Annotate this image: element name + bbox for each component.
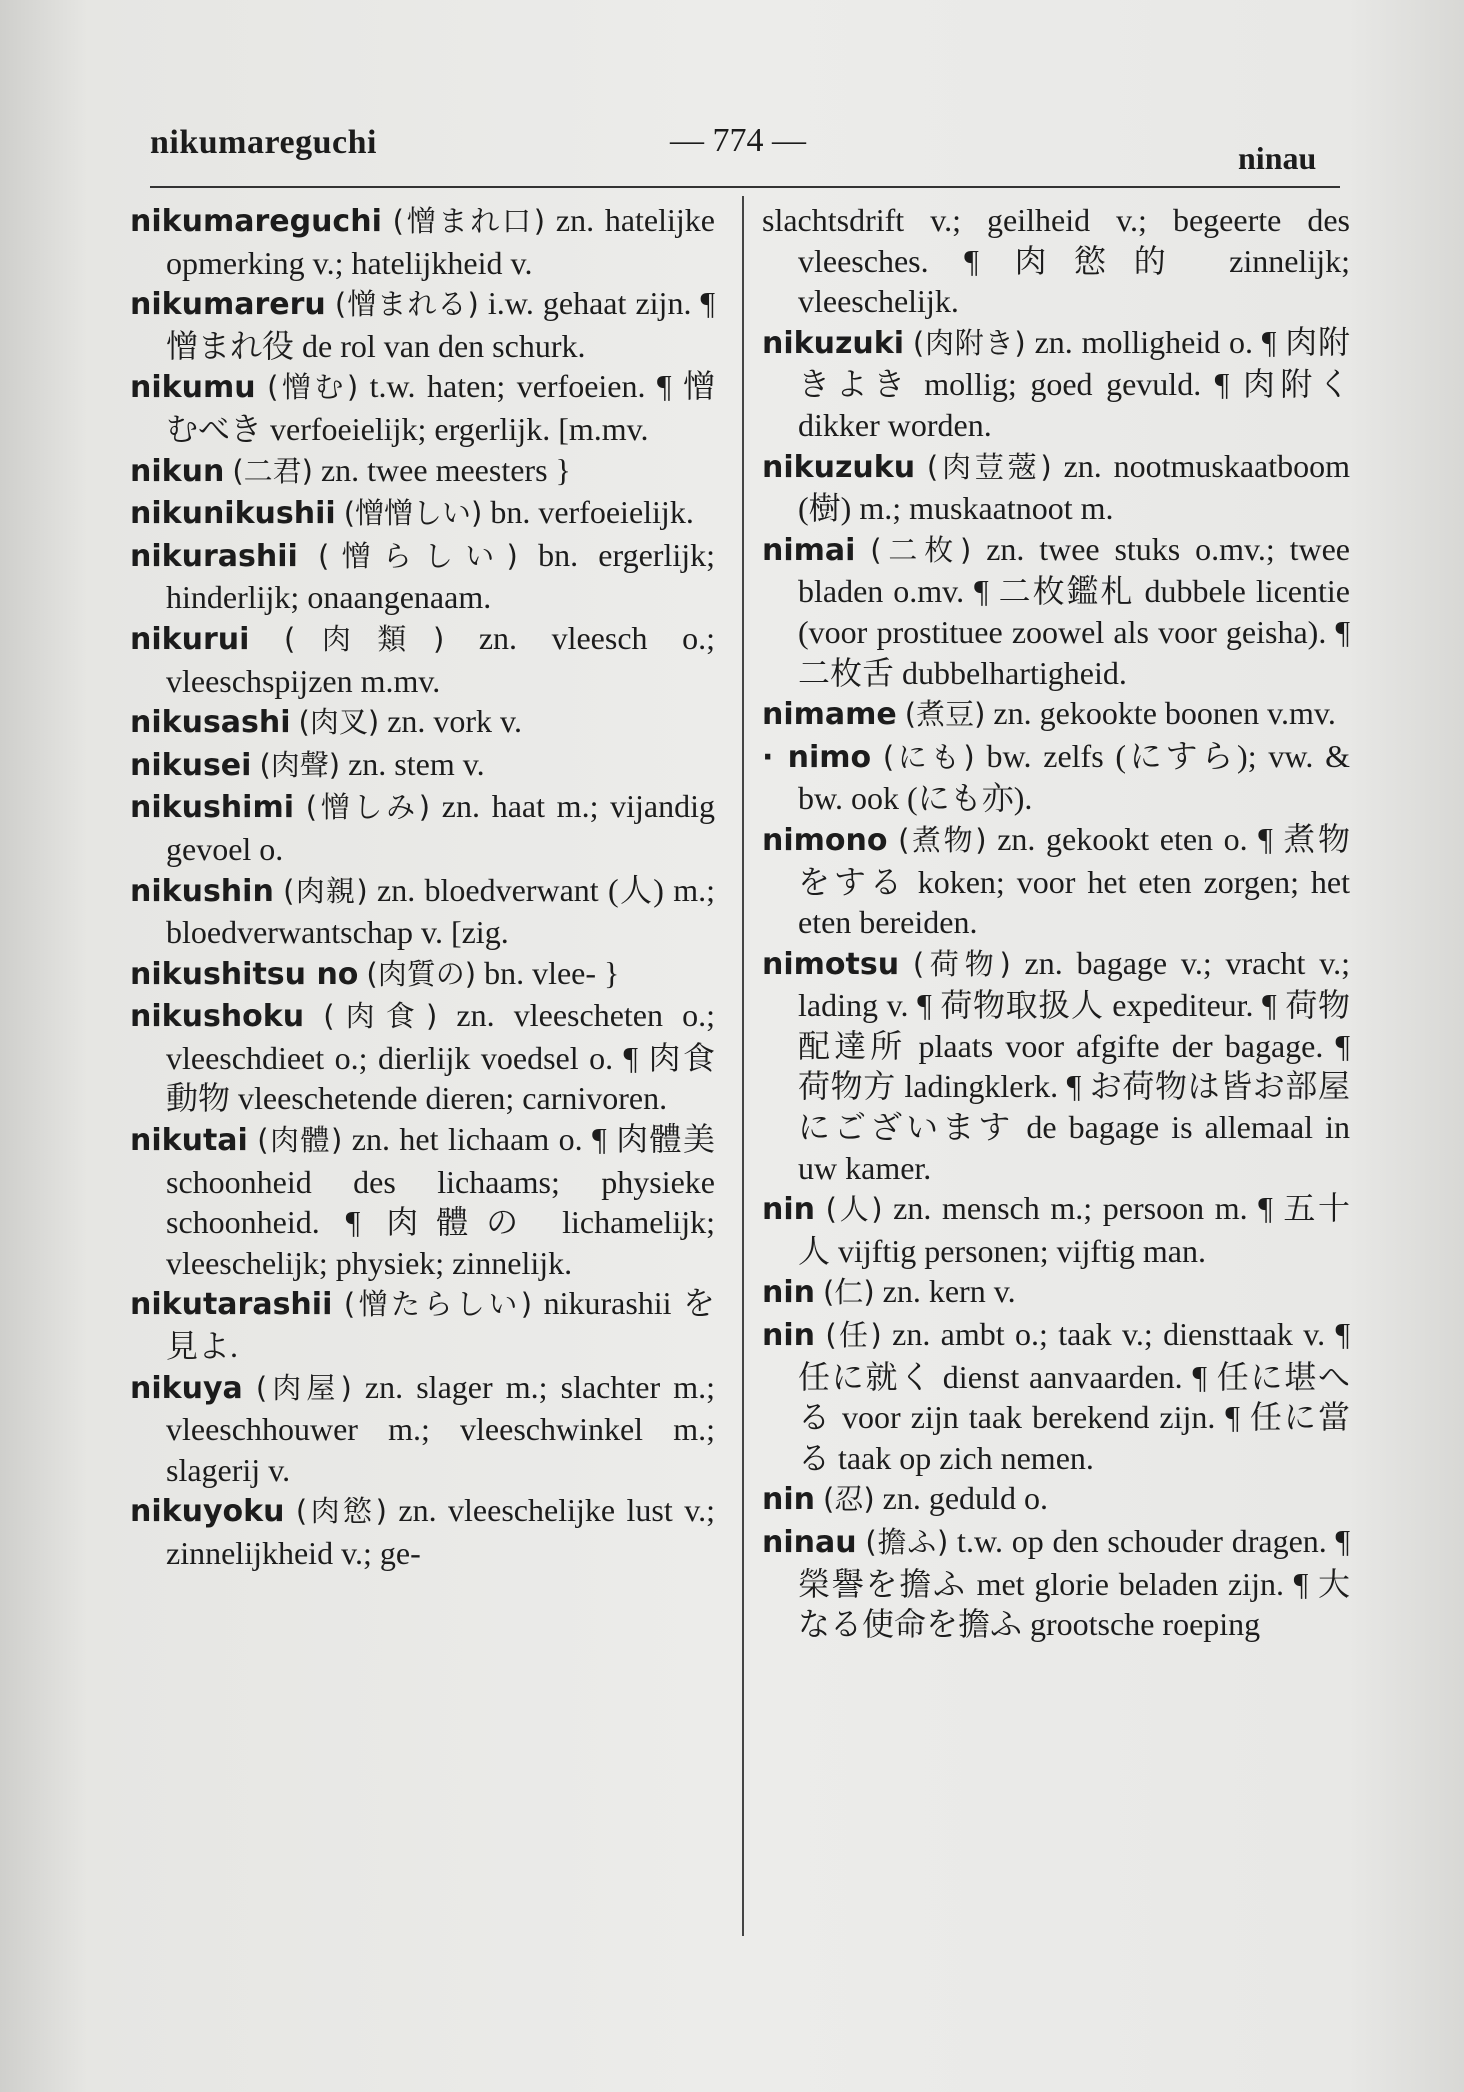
entry-kanji: (肉類): [283, 621, 445, 656]
entry-kanji: (にも): [882, 739, 975, 774]
entry-headword: nimotsu: [762, 946, 900, 982]
entry-kanji: (人): [825, 1192, 883, 1227]
left-column: [130, 200, 715, 1574]
entry-definition: bn. verfoeielijk.: [490, 494, 694, 531]
dictionary-entry: [130, 995, 715, 1119]
entry-kanji: (憎まれ口): [392, 204, 546, 238]
header-right-guideword: ninau: [1238, 140, 1317, 176]
entry-definition: t.w. op den schouder dragen. ¶ 榮譽を擔ふ met glorie beladen zijn. ¶ 大なる使命を擔ふ grootsche roeping: [798, 1523, 1351, 1643]
entry-kanji: (憎憎しい): [343, 496, 483, 531]
entry-kanji: (肉荳蔲): [926, 449, 1052, 484]
entry-headword: nikuyoku: [130, 1494, 285, 1530]
entry-kanji: (煮物): [898, 822, 987, 857]
entry-definition: zn. het lichaam o. ¶ 肉體美 schoonheid des lichaams; physieke schoonheid. ¶ 肉體の lichamelijk; vleeschelijk; physiek; zinnelijk.: [166, 1121, 715, 1281]
entry-headword: nimono: [762, 822, 888, 858]
dictionary-entry: [130, 701, 715, 744]
entry-definition: zn. mensch m.; persoon m. ¶ 五十人 vijftig personen; vijftig man.: [798, 1190, 1351, 1269]
entry-headword: nikusashi: [130, 705, 291, 741]
entry-headword: nin: [762, 1192, 815, 1228]
dictionary-entry: [762, 1521, 1350, 1645]
entry-definition: nikurashii を見よ.: [166, 1285, 715, 1365]
entry-definition: zn. slager m.; slachter m.; vleeschhouwer m.; vleeschwinkel m.; slagerij v.: [166, 1368, 716, 1488]
dictionary-entry: [130, 283, 715, 366]
entry-kanji: (憎しみ): [305, 790, 431, 825]
entry-headword: nin: [762, 1318, 815, 1354]
entry-headword: nikurui: [130, 621, 250, 657]
dictionary-entry: [762, 819, 1350, 943]
entry-definition: i.w. gehaat zijn. ¶ 憎まれ役 de rol van den schurk.: [166, 285, 716, 364]
dictionary-entry: [762, 446, 1350, 529]
entry-headword: nikuya: [130, 1370, 243, 1406]
entry-headword: nikun: [130, 453, 225, 489]
entry-definition: zn. geduld o.: [882, 1480, 1048, 1517]
dictionary-entry: [762, 736, 1350, 819]
entry-definition: zn. kern v.: [882, 1273, 1016, 1310]
entry-kanji: (忍): [823, 1482, 875, 1517]
entry-definition: slachtsdrift v.; geilheid v.; begeerte des vleesches. ¶ 肉慾的 zinnelijk; vleeschelijk.: [762, 202, 1350, 320]
entry-definition: zn. stem v.: [348, 745, 485, 782]
entry-definition: zn. twee stuks o.mv.; twee bladen o.mv. ¶ 二枚鑑札 dubbele licentie (voor prostituee zoowel als voor geisha). ¶ 二枚舌 dubbelhartigheid.: [798, 530, 1351, 691]
entry-kanji: (二君): [232, 453, 313, 488]
right-column: [762, 200, 1350, 1645]
entry-definition: zn. vleeschelijke lust v.; zinnelijkheid v.; ge-: [166, 1492, 716, 1571]
page-number: — 774 —: [670, 122, 806, 159]
entry-headword: nin: [762, 1482, 815, 1518]
entry-definition: zn. gekookt eten o. ¶ 煮物をする koken; voor het eten zorgen; het eten bereiden.: [798, 820, 1351, 941]
dictionary-entry: [130, 1119, 715, 1283]
header-left-guideword: nikumareguchi: [150, 124, 377, 161]
entry-headword: nikusei: [130, 747, 252, 783]
entry-headword: nin: [762, 1275, 815, 1311]
entry-kanji: (肉叉): [298, 705, 380, 740]
entry-definition: t.w. haten; verfoeien. ¶ 憎むべき verfoeielijk; ergerlijk. [m.mv.: [166, 368, 715, 447]
entry-headword: ninau: [762, 1525, 857, 1560]
entry-kanji: (憎まれる): [334, 287, 479, 322]
dictionary-entry: [762, 1478, 1350, 1521]
entry-definition: bn. ergerlijk; hinderlijk; onaangenaam.: [166, 536, 715, 616]
entry-definition: zn. vleescheten o.; vleeschdieet o.; dierlijk voedsel o. ¶ 肉食動物 vleeschetende dieren; carnivoren.: [166, 997, 716, 1117]
dictionary-entry: [130, 1367, 715, 1491]
entry-headword: nikushoku: [130, 999, 305, 1035]
dictionary-entry: [762, 693, 1350, 736]
dictionary-entry: [130, 366, 715, 449]
entry-headword: nikushitsu no: [130, 956, 359, 992]
entry-headword: nikutai: [130, 1123, 248, 1159]
dictionary-entry: [762, 322, 1350, 446]
dictionary-entry: [762, 1271, 1350, 1314]
entry-definition: zn. ambt o.; taak v.; diensttaak v. ¶ 任に就く dienst aanvaarden. ¶ 任に堪へる voor zijn taak berekend zijn. ¶ 任に當る taak op zich nemen.: [798, 1316, 1351, 1476]
column-divider: [742, 196, 744, 1936]
entry-kanji: (肉質の): [366, 956, 477, 991]
entry-kanji: (肉體): [257, 1123, 343, 1158]
entry-definition: zn. vork v.: [387, 703, 522, 740]
dictionary-entry: [762, 200, 1350, 322]
entry-kanji: (擔ふ): [865, 1525, 949, 1559]
dictionary-entry: [130, 535, 715, 618]
entry-headword: nikutarashii: [130, 1287, 333, 1323]
entry-kanji: (二枚): [870, 532, 972, 567]
entry-kanji: (憎らしい): [318, 538, 518, 573]
entry-headword: nikuzuku: [762, 449, 916, 485]
dictionary-entry: [130, 200, 715, 283]
entry-kanji: (煮豆): [904, 697, 986, 732]
entry-headword: nikumareru: [130, 287, 326, 323]
entry-kanji: (憎む): [267, 370, 359, 405]
dictionary-entry: [762, 943, 1350, 1189]
entry-kanji: (肉屋): [255, 1370, 352, 1405]
dictionary-entry: [130, 1283, 715, 1366]
entry-definition: zn. vleesch o.; vleeschspijzen m.mv.: [166, 619, 715, 699]
entry-headword: · nimo: [762, 739, 872, 775]
entry-definition: zn. bagage v.; vracht v.; lading v. ¶ 荷物取扱人 expediteur. ¶ 荷物配達所 plaats voor afgifte der bagage. ¶ 荷物方 ladingklerk. ¶ お荷物は皆お部屋にございます de bagage is allemaal in uw kamer.: [798, 944, 1350, 1186]
dictionary-entry: [762, 529, 1350, 693]
entry-kanji: (肉親): [283, 873, 368, 908]
entry-definition: zn. gekookte boonen v.mv.: [993, 695, 1336, 732]
entry-headword: nikushimi: [130, 790, 294, 826]
dictionary-entry: [130, 450, 715, 493]
entry-definition: bw. zelfs (にすら); vw. & bw. ook (にも亦).: [798, 737, 1351, 817]
entry-headword: nikunikushii: [130, 496, 336, 532]
entry-definition: zn. hatelijke opmerking v.; hatelijkheid v.: [166, 202, 715, 281]
entry-headword: nimai: [762, 532, 856, 568]
entry-headword: nikurashii: [130, 538, 298, 574]
entry-definition: bn. vlee- }: [484, 954, 620, 991]
entry-headword: nikuzuki: [762, 325, 905, 361]
entry-kanji: (荷物): [912, 946, 1011, 981]
dictionary-entry: [130, 953, 715, 996]
dictionary-entry: [762, 1314, 1350, 1478]
entry-kanji: (任): [825, 1318, 882, 1353]
entry-kanji: (肉慾): [295, 1494, 387, 1529]
entry-kanji: (憎たらしい): [343, 1287, 533, 1322]
dictionary-entry: [130, 744, 715, 787]
entry-definition: zn. haat m.; vijandig gevoel o.: [166, 788, 716, 867]
entry-kanji: (仁): [823, 1275, 875, 1310]
entry-kanji: (肉聲): [259, 747, 341, 782]
entry-kanji: (肉附き): [912, 325, 1026, 360]
entry-definition: zn. twee meesters }: [320, 451, 571, 488]
header-rule: [150, 186, 1340, 188]
entry-definition: zn. bloedverwant (人) m.; bloedverwantschap v. [zig.: [166, 871, 715, 951]
dictionary-entry: [130, 618, 715, 701]
dictionary-entry: [130, 492, 715, 535]
dictionary-entry: [130, 870, 715, 953]
entry-headword: nikumu: [130, 370, 256, 406]
entry-headword: nikumareguchi: [130, 204, 382, 239]
entry-headword: nimame: [762, 697, 897, 733]
entry-definition: zn. nootmuskaatboom (樹) m.; muskaatnoot m.: [798, 447, 1351, 527]
entry-definition: zn. molligheid o. ¶ 肉附きよき mollig; goed gevuld. ¶ 肉附く dikker worden.: [798, 323, 1350, 443]
entry-kanji: (肉食): [323, 999, 438, 1034]
entry-headword: nikushin: [130, 873, 274, 909]
dictionary-entry: [130, 786, 715, 869]
page-header: [0, 118, 1464, 178]
dictionary-entry: [130, 1490, 715, 1573]
dictionary-entry: [762, 1188, 1350, 1271]
